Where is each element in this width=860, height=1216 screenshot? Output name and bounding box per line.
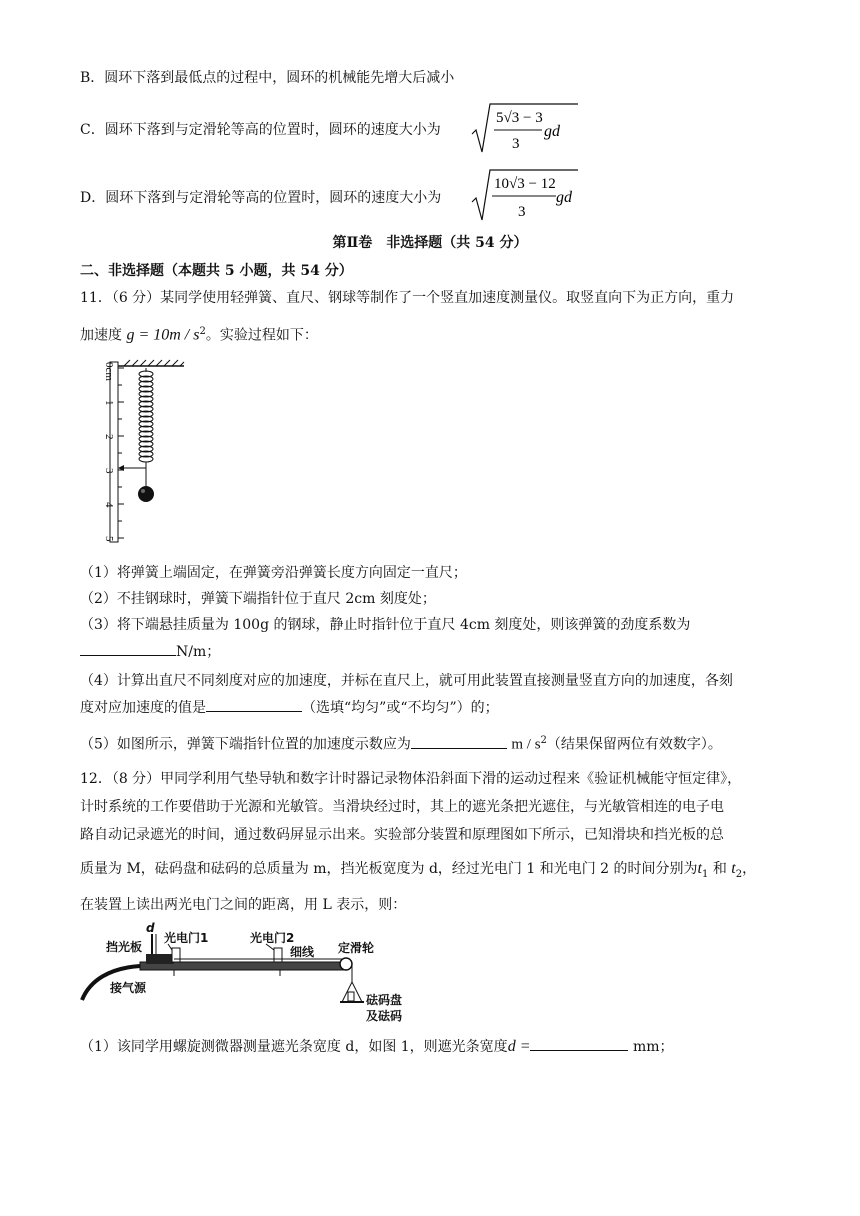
ruler-label-2: 2 [103,434,115,440]
q12-step1 [80,1036,674,1057]
q11-step4-tail: （选填“均匀”或“不均匀”）的； [302,700,499,716]
q12-para-line5: 在装置上读出两光电门之间的距离，用 L 表示，则： [80,897,407,913]
section-title: 第Ⅱ卷 非选择题（共 54 分） [332,235,528,251]
answer-blank-d[interactable] [530,1036,628,1051]
q11-step2: （2）不挂钢球时，弹簧下端指针位于直尺 2cm 刻度处； [80,591,436,607]
q11-step5-tail: （结果保留两位有效数字）。 [546,736,722,753]
option-d-tail: gd [556,189,572,206]
d-expression: d = [507,1038,531,1055]
t2-symbol: t [731,860,736,877]
fig-label-weights1: 砝码盘 [366,993,403,1007]
fig-label-string: 细线 [290,945,315,959]
option-c-denominator: 3 [512,136,520,152]
ruler-label-0: 0cm [103,362,115,381]
fig-label-d: d [146,921,155,935]
air-track-figure [80,920,420,1034]
fig-label-gate1: 光电门1 [164,931,209,945]
ruler-label-5: 5 [103,536,115,542]
q11-step3-answer [80,641,220,662]
q12-para-line1: 12．（8 分）甲同学利用气垫导轨和数字计时器记录物体沿斜面下滑的运动过程来《验证机械能守恒定律》， [80,771,742,787]
q11-intro-line2: 加速度 $g = 10m / s^2$。实验过程如下： [80,326,318,344]
q12-step1-text: （1）该同学用螺旋测微器测量遮光条宽度 d，如图 1，则遮光条宽度 [80,1039,508,1055]
fig-label-air: 接气源 [110,981,147,995]
q11-step4-line1: （4）计算出直尺不同刻度对应的加速度，并标在直尺上，就可用此装置直接测量竖直方向的加速度，各刻 [80,673,733,689]
q11-intro-text: 加速度 [80,327,127,344]
option-c-tail: gd [544,123,560,140]
option-b: B．圆环下落到最低点的过程中，圆环的机械能先增大后减小 [80,70,455,86]
q12-para-line4: 质量为 M，砝码盘和砝码的总质量为 m，挡光板宽度为 d，经过光电门 1 和光电门 2 的时间分别为$t_1$ 和 $t_2$， [80,860,757,880]
option-d-denominator: 3 [518,204,526,220]
ruler-label-4: 4 [103,502,115,508]
fig-label-gate2: 光电门2 [250,931,295,945]
q11-step5-text: （5）如图所示，弹簧下端指针位置的加速度示数应为 [80,736,411,753]
spring-ruler-figure [84,358,194,552]
q12-step1-unit: mm； [632,1039,674,1055]
part-heading: 二、非选择题（本题共 5 小题，共 54 分） [80,263,353,279]
fig-label-pulley: 定滑轮 [338,941,375,955]
q11-intro-line1: 11．（6 分）某同学使用轻弹簧、直尺、钢球等制作了一个竖直加速度测量仪。取竖直向下为正方向，重力 [80,290,735,306]
option-d: D．圆环下落到与定滑轮等高的位置时，圆环的速度大小为 [80,190,442,206]
option-c-numerator: 5√3 − 3 [496,110,543,126]
ruler-label-3: 3 [103,468,115,474]
fig-label-weights2: 及砝码 [366,1009,403,1023]
t1-symbol: t [697,860,702,877]
q12-para-line2: 计时系统的工作要借助于光源和光敏管。当滑块经过时，其上的遮光条把光遮住，与光敏管相连的电子电 [80,799,724,815]
answer-blank-uniform[interactable] [206,697,302,712]
fig-label-baffle: 挡光板 [106,940,143,954]
q11-step5-unit: m / s [511,736,541,753]
q11-step3: （3）将下端悬挂质量为 100g 的钢球，静止时指针位于直尺 4cm 刻度处，则该弹簧的劲度系数为 [80,617,691,633]
option-c-formula [470,100,580,160]
q12-para-line3: 路自动记录遮光的时间，通过数码屏显示出来。实验部分装置和原理图如下所示，已知滑块和挡光板的总 [80,827,724,843]
q11-step3-unit: N/m； [176,644,221,660]
q11-step5: （5）如图所示，弹簧下端指针位置的加速度示数应为 m / $s^2$（结果保留两位有效数字）。 [80,735,722,753]
q12-and: 和 [708,861,732,877]
option-d-numerator: 10√3 − 12 [494,176,556,192]
option-d-formula [470,166,582,228]
q11-step4-text: 度对应加速度的值是 [80,700,206,716]
answer-blank-accel[interactable] [411,734,507,749]
answer-blank-k[interactable] [80,641,176,656]
q11-step4-line2 [80,697,499,718]
ruler-label-1: 1 [103,400,115,406]
q11-step1: （1）将弹簧上端固定，在弹簧旁沿弹簧长度方向固定一直尺； [80,565,467,581]
g-expression: g = 10m / s [126,326,200,344]
q11-intro-tail: 。实验过程如下： [205,327,318,344]
q12-para-text: 质量为 M，砝码盘和砝码的总质量为 m，挡光板宽度为 d，经过光电门 1 和光电门 2 的时间分别为 [80,861,698,877]
option-c: C．圆环下落到与定滑轮等高的位置时，圆环的速度大小为 [80,122,441,138]
q12-para-tail: ， [742,861,757,877]
